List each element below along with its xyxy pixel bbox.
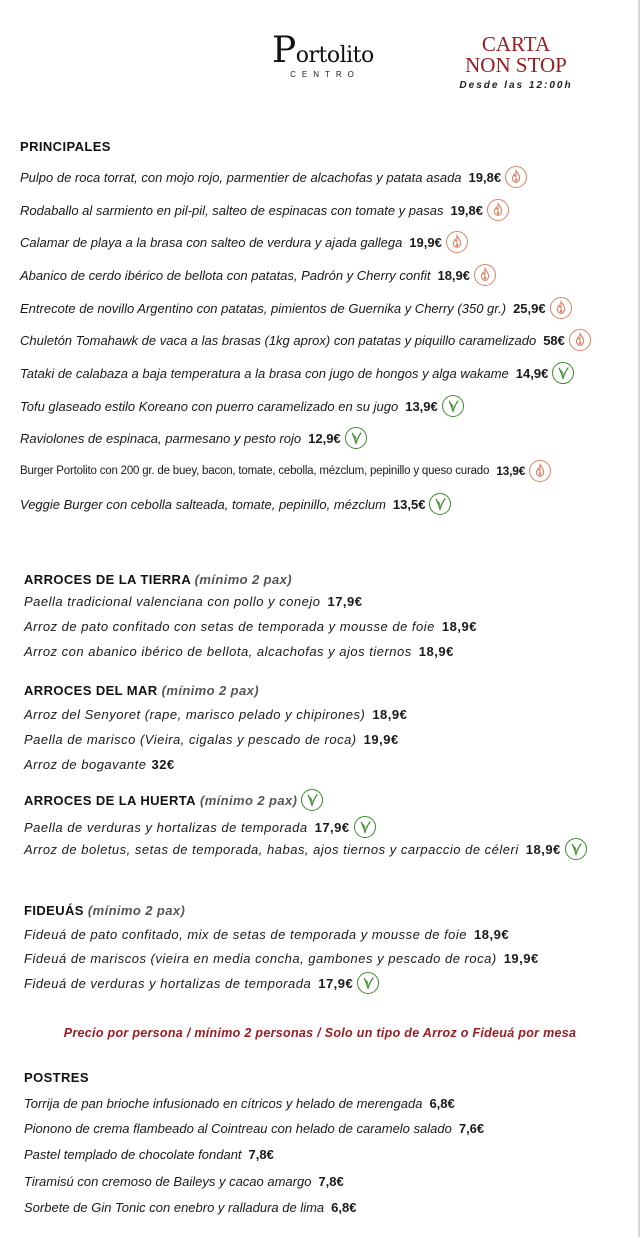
menu-item <box>20 264 496 286</box>
item-name: Burger Portolito con 200 gr. de buey, bacon, tomate, cebolla, mézclum, pepinillo y queso curado <box>20 465 490 477</box>
item-name: Tiramisú con cremoso de Baileys y cacao amargo <box>24 1174 312 1189</box>
section-title-text: ARROCES DE LA HUERTA <box>24 792 196 808</box>
section-title-principales: PRINCIPALES <box>20 139 111 154</box>
item-name: Tataki de calabaza a baja temperatura a la brasa con jugo de hongos y alga wakame <box>20 365 509 381</box>
menu-item <box>20 231 468 253</box>
item-name: Paella de verduras y hortalizas de temporada <box>24 819 308 835</box>
menu-item <box>24 707 407 722</box>
leaf-icon <box>301 789 323 811</box>
fire-icon <box>487 199 509 221</box>
item-name: Pulpo de roca torrat, con mojo rojo, parmentier de alcachofas y patata asada <box>20 169 462 185</box>
item-name: Fideuá de mariscos (vieira en media concha, gambones y pescado de roca) <box>24 951 497 966</box>
item-price: 17,9€ <box>318 975 354 991</box>
item-name: Paella tradicional valenciana con pollo y conejo <box>24 594 321 609</box>
logo-name: Portolito <box>272 30 374 71</box>
menu-item <box>20 493 451 515</box>
item-price: 19,9€ <box>363 732 399 747</box>
menu-item <box>24 927 509 942</box>
item-name: Fideuá de pato confitado, mix de setas de temporada y mousse de foie <box>24 927 468 942</box>
item-price: 6,8€ <box>331 1200 357 1215</box>
menu-item <box>20 362 574 384</box>
section-title-arroces-huerta <box>24 789 323 811</box>
item-name: Veggie Burger con cebolla salteada, tomate, pepinillo, mézclum <box>20 496 386 512</box>
item-price: 7,8€ <box>318 1174 344 1189</box>
item-price: 17,9€ <box>314 819 350 835</box>
leaf-icon <box>552 362 574 384</box>
menu-item <box>24 757 175 772</box>
item-price: 58€ <box>543 332 565 348</box>
menu-item <box>24 951 539 966</box>
leaf-icon <box>442 395 464 417</box>
item-name: Sorbete de Gin Tonic con enebro y ralladura de lima <box>24 1200 325 1215</box>
carta-heading <box>450 34 582 91</box>
item-price: 18,9€ <box>437 267 471 283</box>
section-title-text: FIDEUÁS <box>24 903 84 918</box>
leaf-icon <box>345 427 367 449</box>
menu-item <box>24 838 587 860</box>
menu-item <box>24 594 363 609</box>
item-name: Fideuá de verduras y hortalizas de temporada <box>24 975 312 991</box>
fire-icon <box>474 264 496 286</box>
item-name: Arroz del Senyoret (rape, marisco pelado y chipirones) <box>24 707 366 722</box>
leaf-icon <box>354 816 376 838</box>
section-note: (mínimo 2 pax) <box>199 792 298 808</box>
item-name: Arroz con abanico ibérico de bellota, alcachofas y ajos tiernos <box>24 644 412 659</box>
section-title-fideuas <box>24 903 185 918</box>
fire-icon <box>446 231 468 253</box>
item-price: 19,8€ <box>450 202 484 218</box>
item-price: 14,9€ <box>515 365 549 381</box>
menu-item <box>20 329 591 351</box>
menu-item <box>24 1174 344 1189</box>
menu-item <box>24 619 477 634</box>
item-name: Torrija de pan brioche infusionado en cítricos y helado de merengada <box>24 1096 423 1111</box>
item-name: Rodaballo al sarmiento en pil-pil, salteo de espinacas con tomate y pasas <box>20 202 444 218</box>
section-title-postres: POSTRES <box>24 1070 89 1085</box>
item-name: Entrecote de novillo Argentino con patatas, pimientos de Guernika y Cherry (350 gr.) <box>20 300 507 316</box>
carta-hours: Desde las 12:00h <box>459 80 573 91</box>
menu-item <box>24 732 399 747</box>
price-footnote: Precio por persona / mínimo 2 personas / Solo un tipo de Arroz o Fideuá por mesa <box>63 1026 577 1040</box>
item-price: 13,5€ <box>392 496 426 512</box>
item-price: 7,6€ <box>458 1121 485 1136</box>
leaf-icon <box>565 838 587 860</box>
item-price: 17,9€ <box>327 594 363 609</box>
item-name: Pionono de crema flambeado al Cointreau con helado de caramelo salado <box>24 1121 452 1136</box>
item-price: 18,9€ <box>372 707 408 722</box>
fire-icon <box>569 329 591 351</box>
section-title-arroces-tierra <box>24 572 292 587</box>
item-price: 18,9€ <box>474 927 510 942</box>
item-name: Paella de marisco (Vieira, cigalas y pescado de roca) <box>24 732 357 747</box>
section-title-arroces-mar <box>24 683 259 698</box>
carta-title-line2: NON STOP <box>465 53 567 77</box>
item-price: 18,9€ <box>525 841 561 857</box>
item-price: 7,8€ <box>248 1147 274 1162</box>
item-price: 13,9€ <box>405 398 438 414</box>
item-name: Arroz de boletus, setas de temporada, habas, ajos tiernos y carpaccio de céleri <box>24 841 519 857</box>
leaf-icon <box>429 493 451 515</box>
item-price: 6,8€ <box>429 1096 455 1111</box>
menu-item <box>20 297 572 319</box>
item-name: Pastel templado de chocolate fondant <box>24 1147 242 1162</box>
menu-item <box>24 1121 484 1136</box>
portolito-logo <box>272 30 374 79</box>
item-price: 12,9€ <box>308 430 341 446</box>
item-price: 19,9€ <box>409 234 442 250</box>
menu-item <box>20 427 367 449</box>
fire-icon <box>505 166 527 188</box>
menu-item <box>24 816 376 838</box>
fire-icon <box>550 297 572 319</box>
menu-item <box>20 395 464 417</box>
section-note: (mínimo 2 pax) <box>161 683 259 698</box>
item-price: 18,9€ <box>441 619 477 634</box>
item-name: Arroz de bogavante <box>24 757 147 772</box>
section-note: (mínimo 2 pax) <box>194 572 293 587</box>
menu-item <box>24 644 454 659</box>
menu-item <box>24 1200 356 1215</box>
section-title-text: ARROCES DE LA TIERRA <box>24 572 191 587</box>
menu-item <box>20 166 527 188</box>
section-title-text: ARROCES DEL MAR <box>24 683 158 698</box>
item-price: 19,9€ <box>503 951 539 966</box>
item-name: Abanico de cerdo ibérico de bellota con patatas, Padrón y Cherry confit <box>20 267 431 283</box>
item-name: Arroz de pato confitado con setas de temporada y mousse de foie <box>24 619 435 634</box>
menu-item <box>20 460 551 482</box>
item-name: Chuletón Tomahawk de vaca a las brasas (1kg aprox) con patatas y piquillo caramelizado <box>20 332 537 348</box>
item-price: 19,8€ <box>468 169 502 185</box>
menu-item <box>24 972 379 994</box>
menu-item <box>24 1147 274 1162</box>
carta-title-line1: CARTA <box>481 32 551 56</box>
item-name: Raviolones de espinaca, parmesano y pesto rojo <box>20 430 302 446</box>
logo-subtitle: CENTRO <box>290 70 360 79</box>
menu-item <box>24 1096 455 1111</box>
item-name: Tofu glaseado estilo Koreano con puerro caramelizado en su jugo <box>20 398 399 414</box>
item-price: 13,9€ <box>496 464 526 478</box>
menu-item <box>20 199 509 221</box>
item-price: 25,9€ <box>513 300 546 316</box>
item-name: Calamar de playa a la brasa con salteo de verdura y ajada gallega <box>20 234 403 250</box>
fire-icon <box>529 460 551 482</box>
leaf-icon <box>357 972 379 994</box>
item-price: 32€ <box>151 757 175 772</box>
section-note: (mínimo 2 pax) <box>87 903 186 918</box>
item-price: 18,9€ <box>418 644 454 659</box>
